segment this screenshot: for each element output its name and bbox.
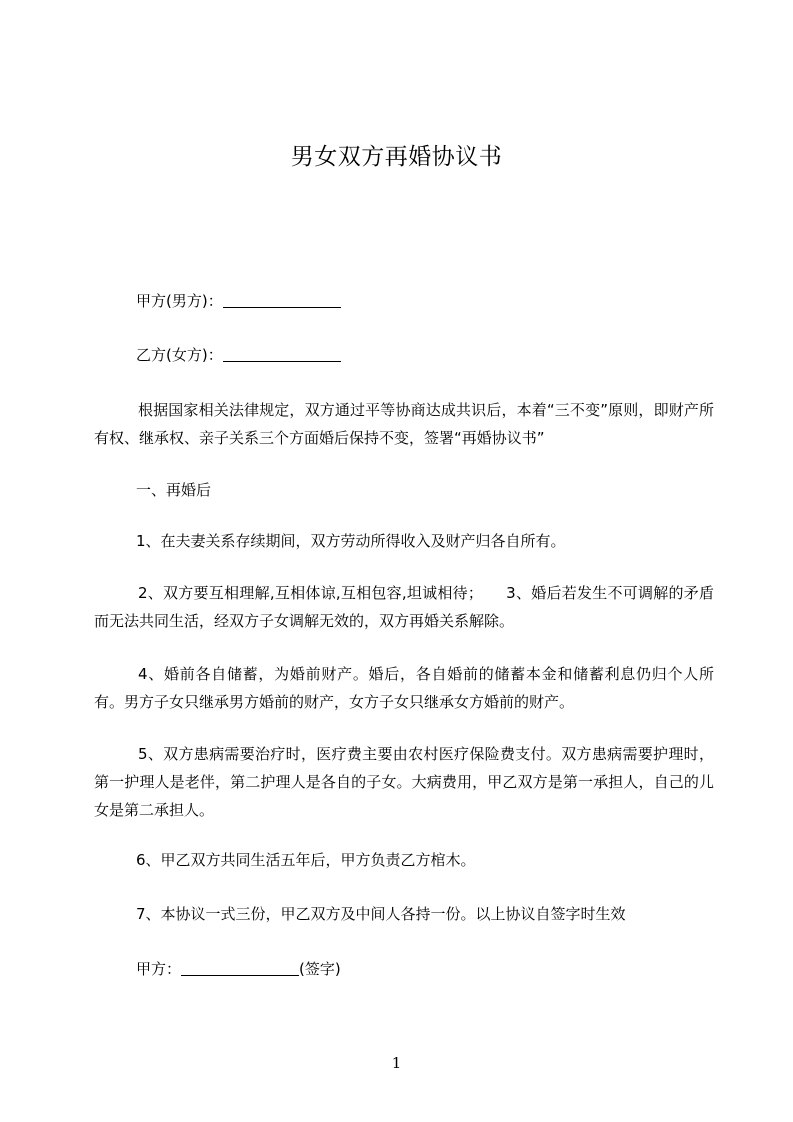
party-a-label: 甲方(男方)： <box>136 292 223 310</box>
signature-line <box>136 955 756 983</box>
party-a-blank <box>223 289 341 308</box>
page-number: 1 <box>391 1054 402 1072</box>
clause-7: 7、本协议一式三份，甲乙双方及中间人各持一份。以上协议自签字时生效 <box>136 905 626 923</box>
signature-blank <box>181 957 299 976</box>
signature-label: 甲方： <box>136 960 182 978</box>
clause-6: 6、甲乙双方共同生活五年后，甲方负责乙方棺木。 <box>136 851 476 869</box>
clause-4: 4、婚前各自储蓄，为婚前财产。婚后，各自婚前的储蓄本金和储蓄利息仍归个人所有。男方子女只继承男方婚前的财产，女方子女只继承女方婚前的财产。 <box>94 665 714 711</box>
intro-paragraph: 根据国家相关法律规定，双方通过平等协商达成共识后，本着“三不变”原则，即财产所有权、继承权、亲子关系三个方面婚后保持不变，签署“再婚协议书” <box>94 401 714 447</box>
clause-5: 5、双方患病需要治疗时，医疗费主要由农村医疗保险费支付。双方患病需要护理时，第一护理人是老伴，第二护理人是各自的子女。大病费用，甲乙双方是第一承担人，自己的儿女是第二承担人。 <box>94 745 714 819</box>
clause-2-3: 2、双方要互相理解,互相体谅,互相包容,坦诚相待； 3、婚后若发生不可调解的矛盾而无法共同生活，经双方子女调解无效的，双方再婚关系解除。 <box>94 584 714 630</box>
clause-1: 1、在夫妻关系存续期间，双方劳动所得收入及财产归各自所有。 <box>136 532 566 550</box>
party-b-label: 乙方(女方)： <box>136 346 223 364</box>
party-a-line <box>136 287 756 315</box>
party-b-blank <box>223 343 341 362</box>
party-b-line <box>136 341 756 369</box>
document-title: 男女双方再婚协议书 <box>290 144 503 170</box>
section-heading: 一、再婚后 <box>136 481 212 499</box>
signature-suffix: (签字) <box>299 960 341 978</box>
